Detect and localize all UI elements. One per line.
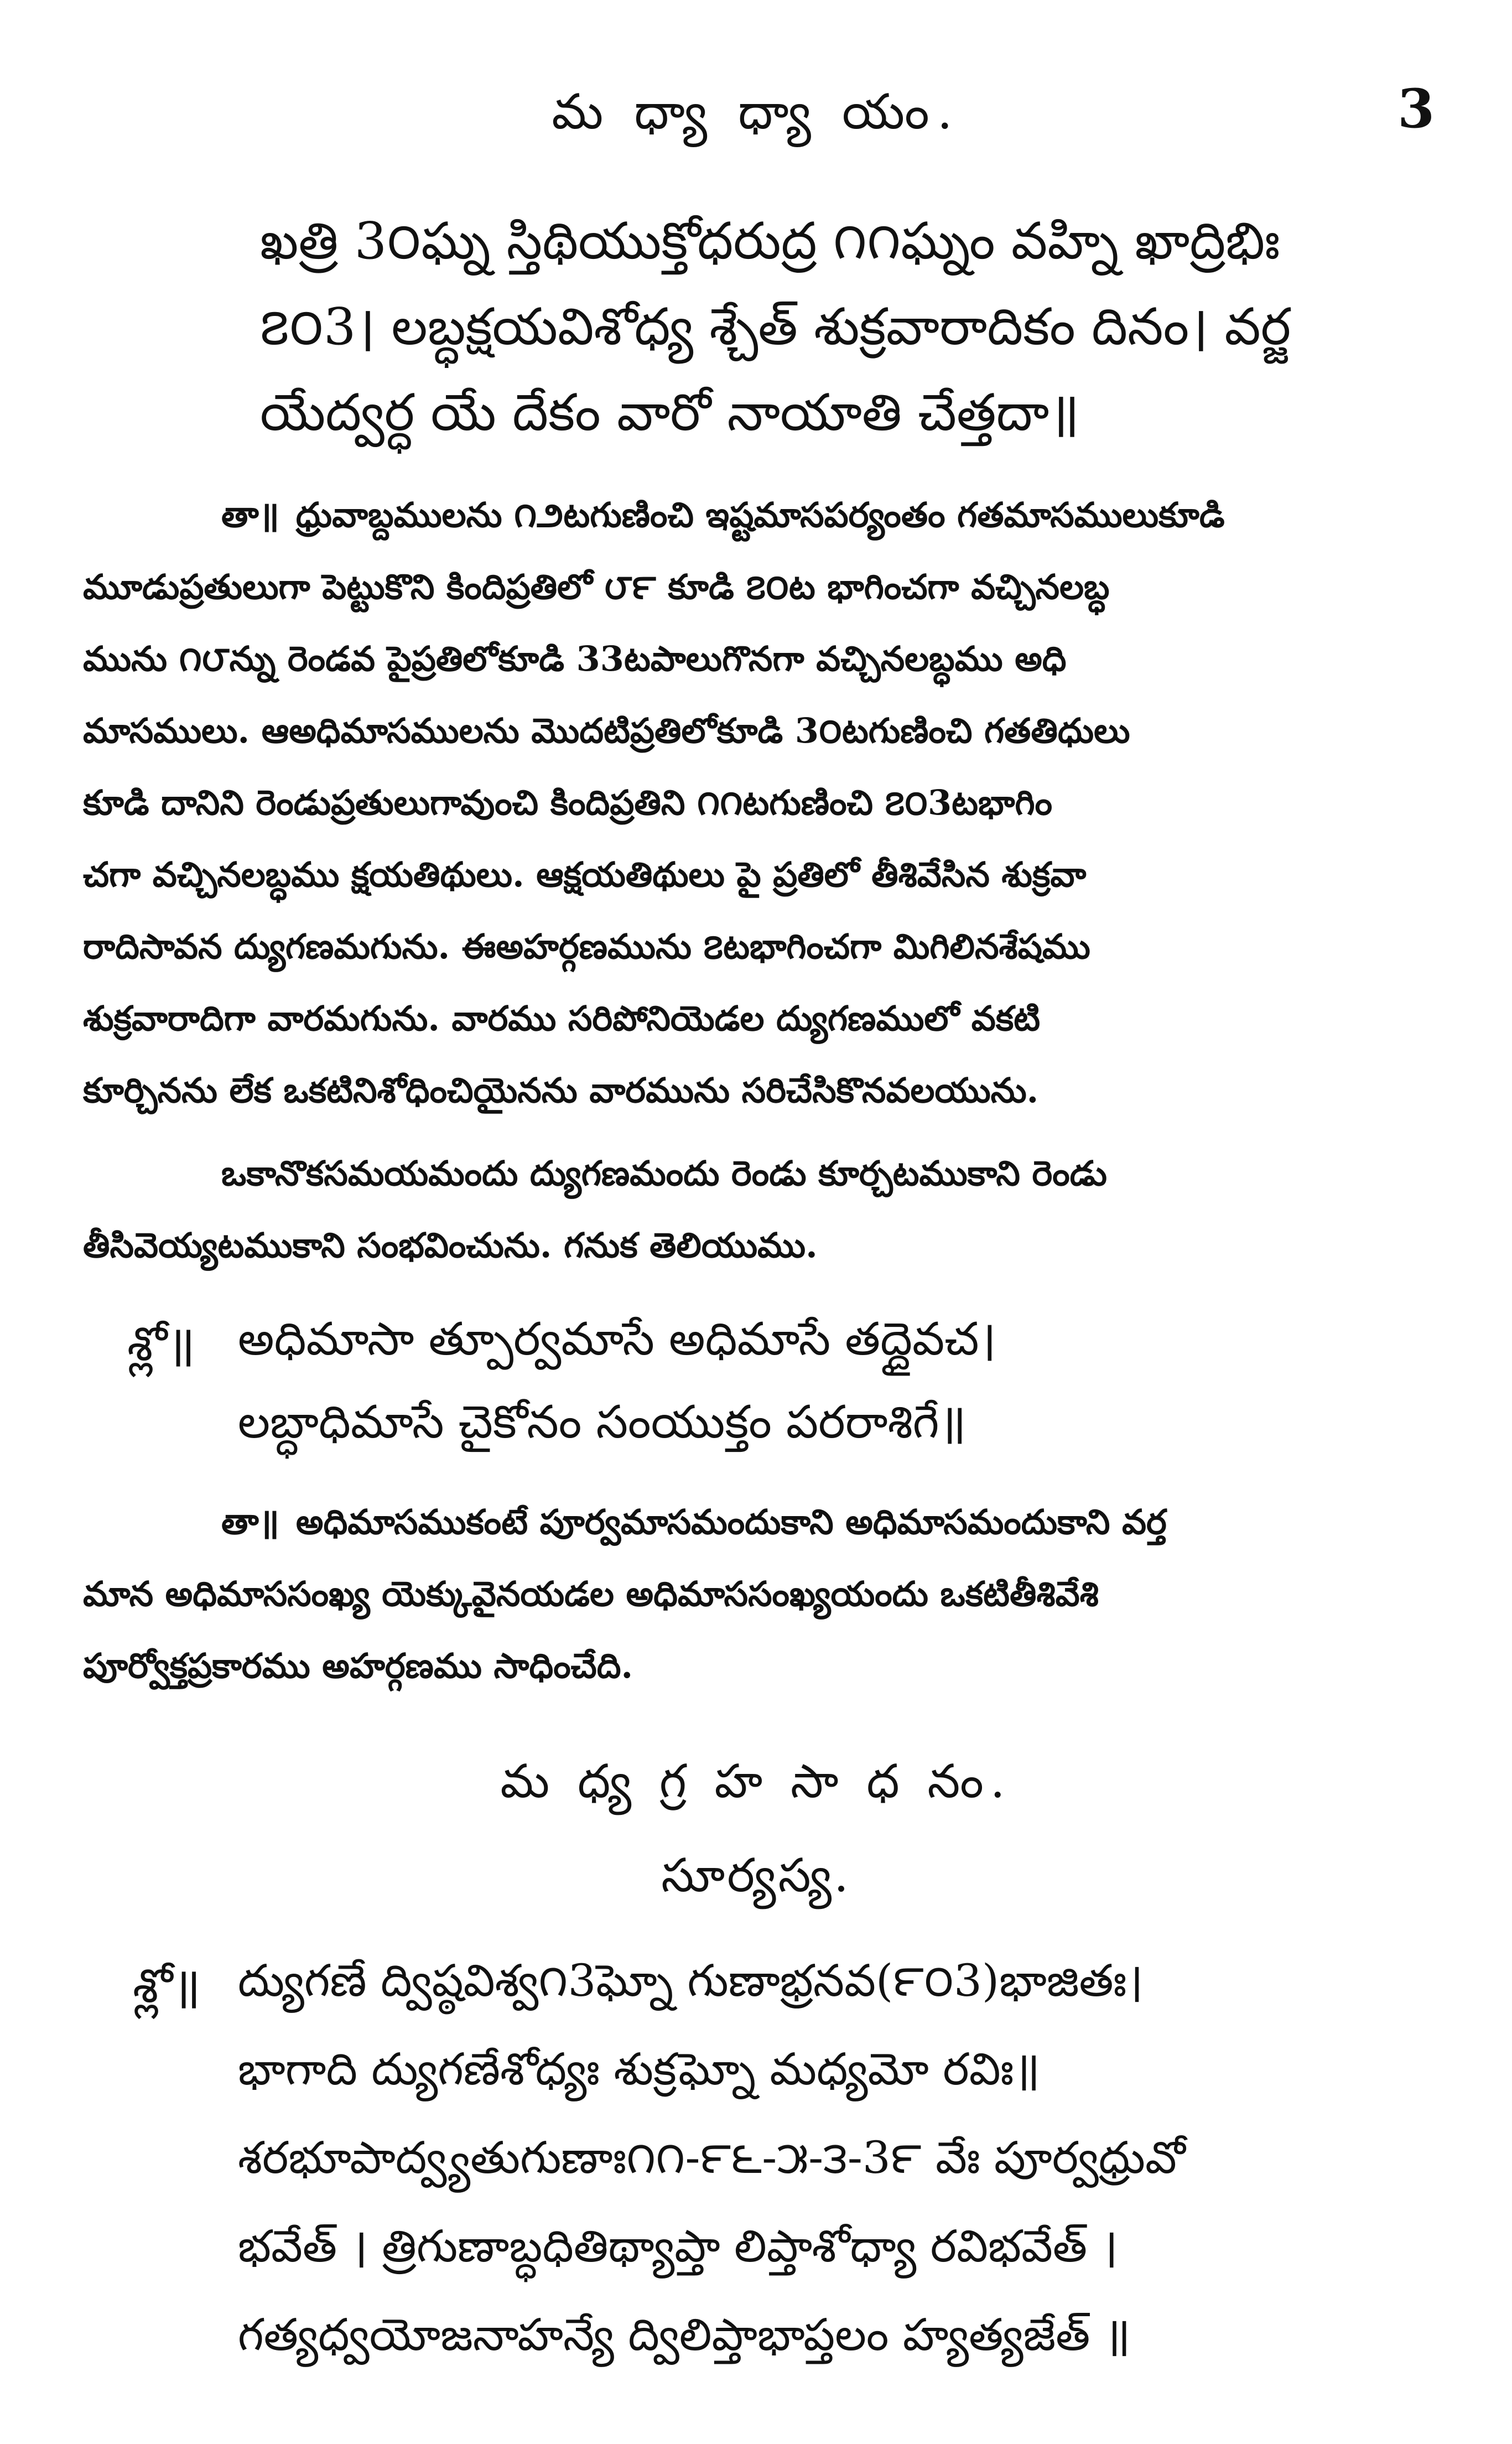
sloka-line: భాగాది ద్యుగణేశోధ్యః శుక్రఘ్నో మధ్యమో రవిః॥ — [238, 2043, 1041, 2095]
section-subheading: సూర్యస్య. — [661, 1848, 851, 1902]
gloss-line: కూర్చినను లేక ఒకటినిశోధించియైనను వారమును సరిచేసికొనవలయును. — [83, 1070, 1039, 1111]
gloss-line: మాసములు. ఆఅధిమాసములను మొదటిప్రతిలోకూడి 3౦టగుణించి గతతిధులు — [83, 710, 1130, 751]
sloka-line: భవేత్ । త్రిగుణాబ్ధధితిథ్యాప్తా లిప్తాశోధ్యా రవిభవేత్ । — [238, 2220, 1118, 2272]
sloka-marker: శ్లో॥ — [127, 1317, 195, 1371]
note-line: ఒకానొకసమయమందు ద్యుగణమందు రెండు కూర్చటముకాని రెండు — [221, 1153, 1108, 1194]
page-number: 3 — [1397, 77, 1435, 140]
gloss-text: అధిమాసముకంటే పూర్వమాసమందుకాని అధిమాసమందుకాని వర్త — [295, 1502, 1167, 1542]
gloss-line: శుక్రవారాదిగా వారమగును. వారము సరిపోనియెడల ద్యుగణములో వకటి — [83, 998, 1041, 1039]
gloss-line — [221, 495, 1512, 535]
gloss-marker: తా॥ — [221, 495, 279, 535]
gloss-marker: తా॥ — [221, 1502, 279, 1542]
section-heading: మ ధ్య గ్ర హ సా ధ నం. — [500, 1754, 1012, 1808]
verse-line: ౭౦3। లబ్ధక్షయవిశోధ్య శ్చేత్ శుక్రవారాదికం దినం। వర్జ — [260, 297, 1291, 356]
sloka-line: ద్యుగణే ద్విష్ఠవిశ్వ౧3ఘ్నో గుణాభ్రనవ(౯౦3)భాజితః। — [238, 1955, 1144, 2006]
verse-line: ఖత్రి 3౦ఘ్న స్తిథియుక్తోధరుద్ర ౧౧ఘ్నం వహ్ని ఖాద్రిభిః — [260, 211, 1280, 271]
gloss-line: మాన అధిమాససంఖ్య యెక్కువైనయడల అధిమాససంఖ్యయందు ఒకటితీశివేశి — [83, 1574, 1099, 1614]
sloka-line: శరభూపాద్వ్యతుగుణాః౧౧-౯౬-౫-౩-3౯ వేః పూర్వధ్రువో — [238, 2132, 1186, 2183]
gloss-line: చగా వచ్చినలబ్ధము క్షయతిథులు. ఆక్షయతిథులు పై ప్రతిలో తీశివేసిన శుక్రవా — [83, 854, 1087, 895]
gloss-line: మును ౧౮న్ను రెండవ పైప్రతిలోకూడి 33టపాలుగొనగా వచ్చినలబ్ధము అధి — [83, 639, 1067, 679]
sloka-line: అధిమాసా త్పూర్వమాసే అధిమాసే తద్దైవచ। — [238, 1313, 996, 1366]
gloss-line: పూర్వోక్తప్రకారము అహర్గణము సాధించేది. — [83, 1646, 633, 1686]
sloka-line: లబ్ధాధిమాసే చైకోనం సంయుక్తం పరరాశిగే॥ — [238, 1396, 967, 1449]
gloss-line: రాదిసావన ద్యుగణమగును. ఈఅహర్గణమును ౭టభాగించగా మిగిలినశేషము — [83, 926, 1090, 967]
gloss-line — [221, 1502, 1512, 1542]
sloka-marker: శ్లో॥ — [133, 1959, 201, 2013]
gloss-line: కూడి దానిని రెండుప్రతులుగావుంచి కిందిప్రతిని ౧౧టగుణించి ౭౦3టభాగిం — [83, 782, 1053, 823]
sloka-line: గత్యధ్వయోజనాహన్యే ద్విలిప్తాభాప్తలం హ్యత్యజేత్ ॥ — [238, 2309, 1131, 2360]
verse-line: యేద్వర్ధ యే దేకం వారో నాయాతి చేత్తదా॥ — [260, 383, 1080, 442]
running-head: మ ధ్యా ధ్యా యం. — [552, 83, 960, 140]
gloss-text: ధ్రువాబ్దములను ౧౨టగుణించి ఇష్టమాసపర్యంతం గతమాసములుకూడి — [295, 495, 1225, 535]
note-line: తీసివెయ్యటముకాని సంభవించును. గనుక తెలియుము. — [83, 1225, 818, 1265]
gloss-line: మూడుప్రతులుగా పెట్టుకొని కిందిప్రతిలో ౮౯ కూడి ౭౦ట భాగించగా వచ్చినలబ్ధ — [83, 567, 1110, 607]
